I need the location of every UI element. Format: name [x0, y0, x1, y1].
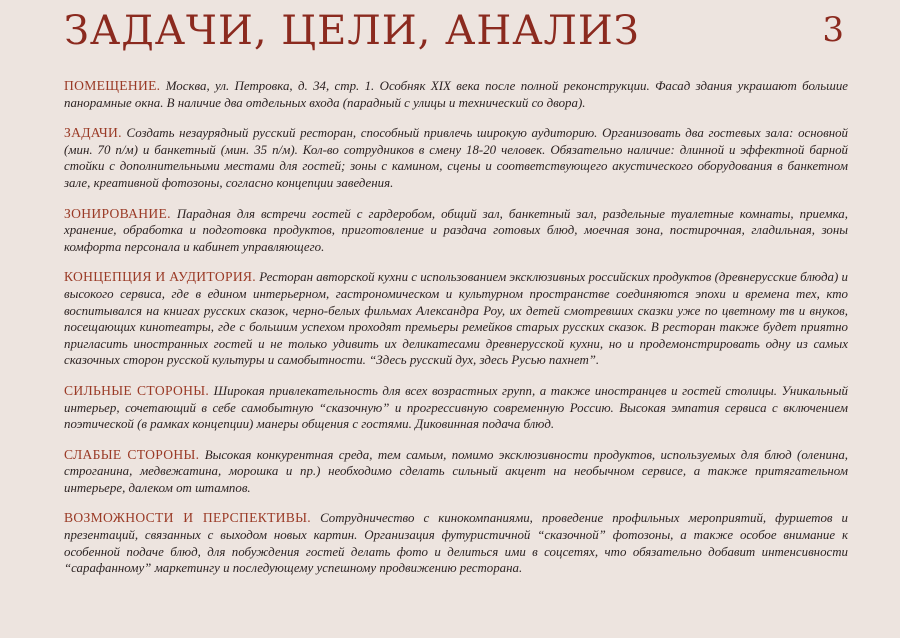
section-text: Высокая конкурентная среда, тем самым, помимо эксклюзивности продуктов, используемых для блюд (оленина, строганина, медвежатина, морошка и пр.) необходимо сделать сильный акцент на необычном сервисе, а также притягательном интерьере, далеком от штампов. — [64, 447, 849, 495]
section-heading: КОНЦЕПЦИЯ И АУДИТОРИЯ. — [64, 269, 257, 285]
section-text: Парадная для встречи гостей с гардеробом, общий зал, банкетный зал, раздельные туалетные комнаты, приемка, хранение, обработка и подготовка продуктов, приготовление и раздача готовых блюд, моечная зона, постирочная, гладильная, зоны комфорта персонала и кабинет управляющего. — [64, 206, 848, 254]
section-heading: СЛАБЫЕ СТОРОНЫ. — [64, 446, 200, 462]
section-heading: ПОМЕЩЕНИЕ. — [64, 78, 161, 93]
page-header — [64, 8, 844, 64]
section-zoning — [64, 206, 848, 256]
section-heading: ЗОНИРОВАНИЕ. — [64, 205, 171, 221]
document-body — [64, 78, 848, 591]
section-heading: ВОЗМОЖНОСТИ И ПЕРСПЕКТИВЫ. — [64, 510, 312, 526]
page-number: 3 — [822, 10, 844, 50]
section-text: Москва, ул. Петровка, д. 34, стр. 1. Особняк XIX века после полной реконструкции. Фасад здания украшают большие панорамные окна. В наличие два отдельных входа (парадный с улицы и технический со двора). — [64, 79, 848, 110]
section-text: Сотрудничество с кинокомпаниями, проведение профильных мероприятий, фуршетов и презентаций, связанных с выходом новых картин. Организация футуристичной “сказочной” фотозоны, а также особое внимание к особенной подаче блюд, для побуждения гостей делать фото и делиться ими в соцсетях, что обязательно добавит интенсивности “сарафанному” маркетингу и последующему успешному продвижению ресторана. — [64, 511, 848, 576]
section-strengths — [64, 383, 848, 433]
section-heading: СИЛЬНЫЕ СТОРОНЫ. — [64, 382, 210, 398]
section-concept-audience — [64, 269, 848, 369]
section-tasks — [64, 125, 848, 191]
section-text: Создать незаурядный русский ресторан, способный привлечь широкую аудиторию. Организовать два гостевых зала: основной (мин. 70 п/м) и банкетный (мин. 35 п/м). Кол-во сотрудников в смену 18-20 человек. Обязательно наличие: длинной и эффектной барной стойки с дополнительными местами для гостей; зоны с камином, сцены и соответствующего акустического оборудования в банкетном зале, креативной фотозоны, согласно концепции заведения. — [64, 126, 848, 190]
section-weaknesses — [64, 447, 848, 497]
section-heading: ЗАДАЧИ. — [64, 125, 122, 141]
section-text: Ресторан авторской кухни с использованием эксклюзивных российских продуктов (древнерусские блюда) и высокого сервиса, где в едином интерьерном, гастрономическом и культурном пространстве соединяются эпохи и времена тех, кто воспитывался на книгах русских сказок, черно-белых фильмах Александра Роу, их детей смотревших сказки уже по цветному тв и внуков, посещающих кинотеатры, где с большим успехом проходят премьеры ремейков старых русских сказок. В ресторан также будет приятно пригласить иностранных гостей и не только удивить их деликатесами древнерусской кухни, но и продемонстрировать одну из самых сказочных сторон русской культуры и самобытности. “Здесь русский дух, здесь Русью пахнет”. — [64, 270, 848, 368]
page-title: ЗАДАЧИ, ЦЕЛИ, АНАЛИЗ — [64, 8, 640, 54]
section-premises — [64, 78, 848, 111]
section-opportunities — [64, 510, 848, 576]
section-text: Широкая привлекательность для всех возрастных групп, а также иностранцев и гостей столицы. Уникальный интерьер, сочетающий в себе самобытную “сказочную” и прогрессивную современную Россию. Высокая эмпатия сервиса с включением поэтической (в рамках концепции) манеры общения с гостями. Диковинная подача блюд. — [64, 383, 848, 432]
